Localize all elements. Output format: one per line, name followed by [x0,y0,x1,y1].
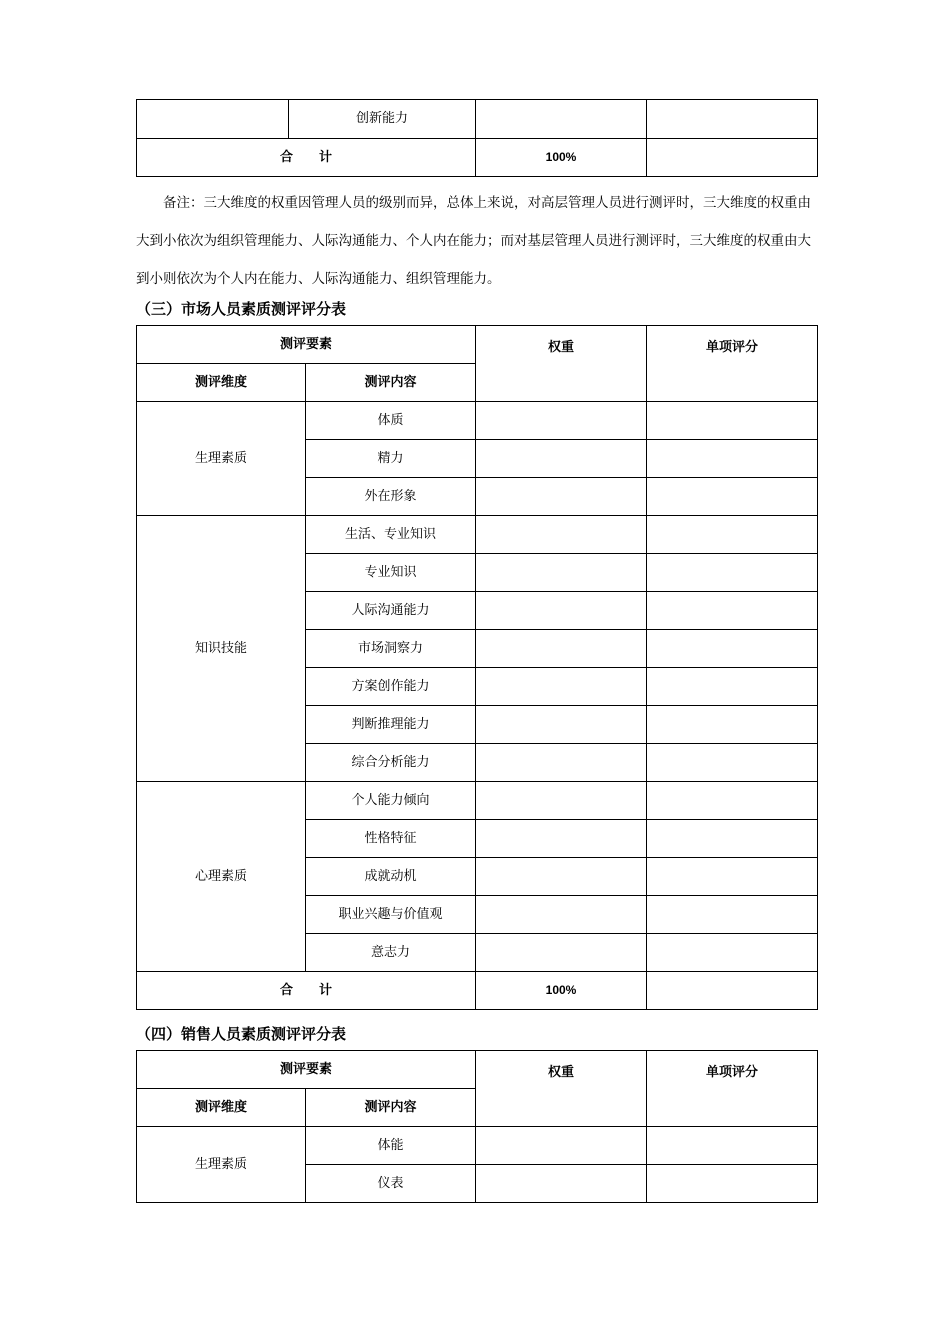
content-cell: 职业兴趣与价值观 [306,896,476,934]
total-weight: 100% [476,972,647,1010]
content-cell: 市场洞察力 [306,630,476,668]
dimension-cell: 知识技能 [137,516,306,782]
header-row [137,1051,818,1089]
total-row [137,972,818,1010]
table-row [137,100,818,139]
score-cell [647,1165,818,1203]
total-label: 合 计 [137,139,476,177]
content-cell: 判断推理能力 [306,706,476,744]
table-row [137,1127,818,1165]
content-cell: 综合分析能力 [306,744,476,782]
content-cell: 专业知识 [306,554,476,592]
score-cell [647,440,818,478]
content-cell: 意志力 [306,934,476,972]
score-cell [647,782,818,820]
sales-staff-score-table [136,1050,818,1203]
weight-cell [476,592,647,630]
score-cell [647,744,818,782]
remark-paragraph: 备注：三大维度的权重因管理人员的级别而异，总体上来说，对高层管理人员进行测评时，三大维度的权重由大到小依次为组织管理能力、人际沟通能力、个人内在能力；而对基层管理人员进行测评时，三大维度的权重由大到小则依次为个人内在能力、人际沟通能力、组织管理能力。 [136,195,811,287]
score-cell [647,630,818,668]
table-row [137,782,818,820]
section-heading-sales: （四）销售人员素质测评评分表 [136,1025,347,1043]
weight-cell [476,554,647,592]
score-cell [647,706,818,744]
weight-cell [476,820,647,858]
header-row [137,326,818,364]
score-cell [647,1127,818,1165]
content-cell: 仪表 [306,1165,476,1203]
weight-cell [476,706,647,744]
total-row [137,139,818,177]
content-cell: 人际沟通能力 [306,592,476,630]
weight-cell [476,744,647,782]
header-weight: 权重 [476,1051,647,1127]
table-row [137,516,818,554]
score-cell [647,402,818,440]
score-cell [647,896,818,934]
weight-cell [476,478,647,516]
content-cell: 成就动机 [306,858,476,896]
content-cell: 方案创作能力 [306,668,476,706]
weight-cell [476,440,647,478]
weight-cell [476,1165,647,1203]
score-cell [647,668,818,706]
weight-cell [476,100,647,139]
content-cell: 性格特征 [306,820,476,858]
score-cell [647,516,818,554]
score-cell [647,478,818,516]
score-cell [647,934,818,972]
dimension-cell: 生理素质 [137,402,306,516]
weight-cell [476,668,647,706]
weight-cell [476,1127,647,1165]
total-label: 合 计 [137,972,476,1010]
weight-cell [476,934,647,972]
header-elements: 测评要素 [137,1051,476,1089]
total-weight: 100% [476,139,647,177]
content-cell: 生活、专业知识 [306,516,476,554]
score-cell [647,100,818,139]
header-content: 测评内容 [306,364,476,402]
weight-cell [476,896,647,934]
weight-cell [476,630,647,668]
content-cell: 个人能力倾向 [306,782,476,820]
dimension-cell: 心理素质 [137,782,306,972]
weight-cell [476,402,647,440]
header-dimension: 测评维度 [137,364,306,402]
dimension-cell [137,100,289,139]
weight-cell [476,858,647,896]
header-elements: 测评要素 [137,326,476,364]
score-cell [647,554,818,592]
header-score: 单项评分 [647,326,818,402]
header-content: 测评内容 [306,1089,476,1127]
dimension-cell: 生理素质 [137,1127,306,1203]
content-cell: 体能 [306,1127,476,1165]
weight-cell [476,782,647,820]
total-score [647,972,818,1010]
header-weight: 权重 [476,326,647,402]
weight-cell [476,516,647,554]
table-row [137,402,818,440]
content-cell: 体质 [306,402,476,440]
section-heading-market: （三）市场人员素质测评评分表 [136,300,347,318]
header-score: 单项评分 [647,1051,818,1127]
score-cell [647,820,818,858]
header-dimension: 测评维度 [137,1089,306,1127]
market-staff-score-table [136,325,818,1010]
score-cell [647,858,818,896]
total-score [647,139,818,177]
content-cell: 创新能力 [289,100,476,139]
content-cell: 精力 [306,440,476,478]
content-cell: 外在形象 [306,478,476,516]
management-score-table-continuation [136,99,818,177]
score-cell [647,592,818,630]
